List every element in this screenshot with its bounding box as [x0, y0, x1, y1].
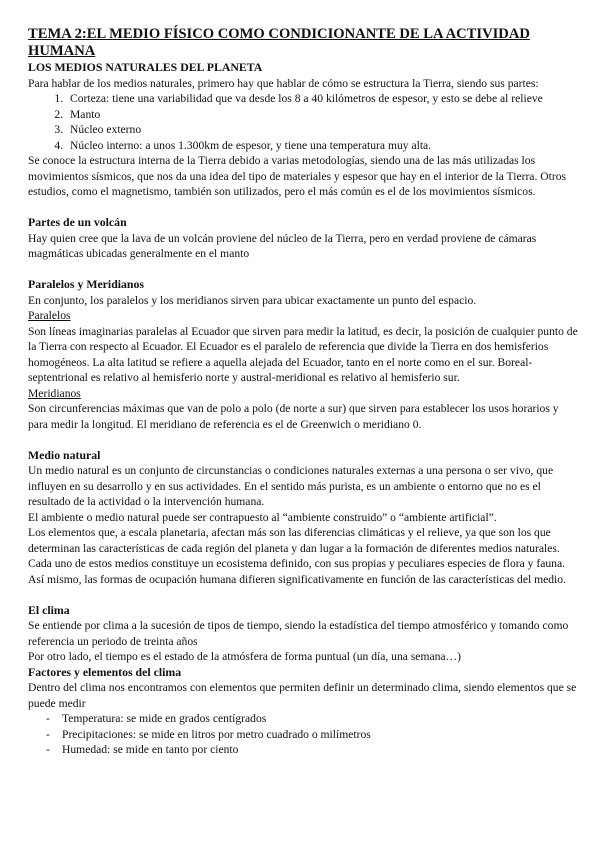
section-heading-paralelos-meridianos: Paralelos y Meridianos	[28, 277, 144, 291]
subheading-meridianos: Meridianos	[28, 386, 81, 400]
list-item: - Temperatura: se mide en grados centígrados	[46, 711, 580, 727]
climate-elements-list	[28, 711, 580, 758]
spacer	[28, 587, 580, 603]
section-heading-factores-clima: Factores y elementos del clima	[28, 664, 182, 679]
spacer	[28, 262, 580, 278]
paragraph-metodologias: Se conoce la estructura interna de la Tierra debido a varias metodologías, siendo una de las más utilizadas los movimientos sísmicos, que nos da una idea del tipo de materiales y espesor que hay en el interior de la Tierra. Otros estudios, como el magnetismo, también son utilizados, pero el más común es el de los movimientos sísmicos.	[28, 154, 567, 198]
section-heading-medios-naturales: LOS MEDIOS NATURALES DEL PLANETA	[28, 60, 263, 74]
spacer	[28, 200, 580, 216]
paragraph-medio-2: El ambiente o medio natural puede ser contrapuesto al “ambiente construido” o “ambiente artificial”.	[28, 510, 497, 524]
paragraph-clima-2: Por otro lado, el tiempo es el estado de la atmósfera de forma puntual (un día, una semana…)	[28, 650, 462, 663]
section-heading-clima: El clima	[28, 602, 70, 617]
paragraph-meridianos: Son circunferencias máximas que van de polo a polo (de norte a sur) que sirven para establecer los usos horarios y para medir la longitud. El meridiano de referencia es el de Greenwich o meridiano 0.	[28, 402, 559, 431]
section-heading-volcan: Partes de un volcán	[28, 215, 127, 229]
document-title: TEMA 2:EL MEDIO FÍSICO COMO CONDICIONANTE DE LA ACTIVIDAD HUMANA	[28, 26, 530, 59]
paragraph-paralelos-intro: En conjunto, los paralelos y los meridianos sirven para ubicar exactamente un punto del espacio.	[28, 293, 477, 307]
paragraph-medio-1: Un medio natural es un conjunto de circunstancias o condiciones naturales externas a una persona o ser vivo, que influyen en su desarrollo y en sus actividades. En el sentido más purista, es un ambiente o entorno que no es el resultado de la actividad o la intervención humana.	[28, 464, 554, 508]
paragraph-paralelos: Son líneas imaginarias paralelas al Ecuador que sirven para medir la latitud, es decir, la posición de cualquier punto de la Tierra con respecto al Ecuador. El Ecuador es el paralelo de referencia que divide la Tierra en dos hemisferios homogéneos. La alta latitud se refiere a aquella alejada del Ecuador, tanto en el norte como en el sur. Boreal-septentrional es relativo al hemisferio norte y austral-meridional es relativo al hemisferio sur.	[28, 324, 578, 384]
paragraph-clima-3: Dentro del clima nos encontramos con elementos que permiten definir un determinado clima, siendo elementos que se puede medir	[28, 681, 577, 710]
spacer	[28, 432, 580, 448]
list-item: 4. Núcleo interno: a unos 1.300km de espesor, y tiene una temperatura muy alta.	[66, 138, 580, 154]
list-item: 1. Corteza: tiene una variabilidad que va desde los 8 a 40 kilómetros de espesor, y esto se debe al relieve	[66, 91, 580, 107]
earth-parts-list	[28, 91, 580, 153]
list-item: 2. Manto	[66, 107, 580, 123]
paragraph-clima-1: Se entiende por clima a la sucesión de tipos de tiempo, siendo la estadística del tiempo atmosférico y tomando como referencia un periodo de treinta años	[28, 619, 569, 648]
subheading-paralelos: Paralelos	[28, 309, 71, 322]
section-heading-medio-natural: Medio natural	[28, 447, 101, 462]
list-item: 3. Núcleo externo	[66, 122, 580, 138]
paragraph-volcan: Hay quien cree que la lava de un volcán proviene del núcleo de la Tierra, pero en verdad proviene de cámaras magmáticas ubicadas generalmente en el manto	[28, 231, 537, 260]
list-item: - Precipitaciones: se mide en litros por metro cuadrado o milímetros	[46, 727, 580, 743]
paragraph-medio-3: Los elementos que, a escala planetaria, afectan más son las diferencias climáticas y el relieve, ya que son los que determinan las características de cada región del planeta y dan lugar a la formación de diferentes medios naturales. Cada uno de estos medios constituye un ecosistema definido, con sus propias y peculiares especies de flora y fauna. Así mismo, las formas de ocupación humana difieren significativamente en función de las características del medio.	[28, 526, 566, 586]
paragraph-intro-estructura: Para hablar de los medios naturales, primero hay que hablar de cómo se estructura la Tierra, siendo sus partes:	[28, 76, 539, 90]
list-item: - Humedad: se mide en tanto por ciento	[46, 742, 580, 758]
